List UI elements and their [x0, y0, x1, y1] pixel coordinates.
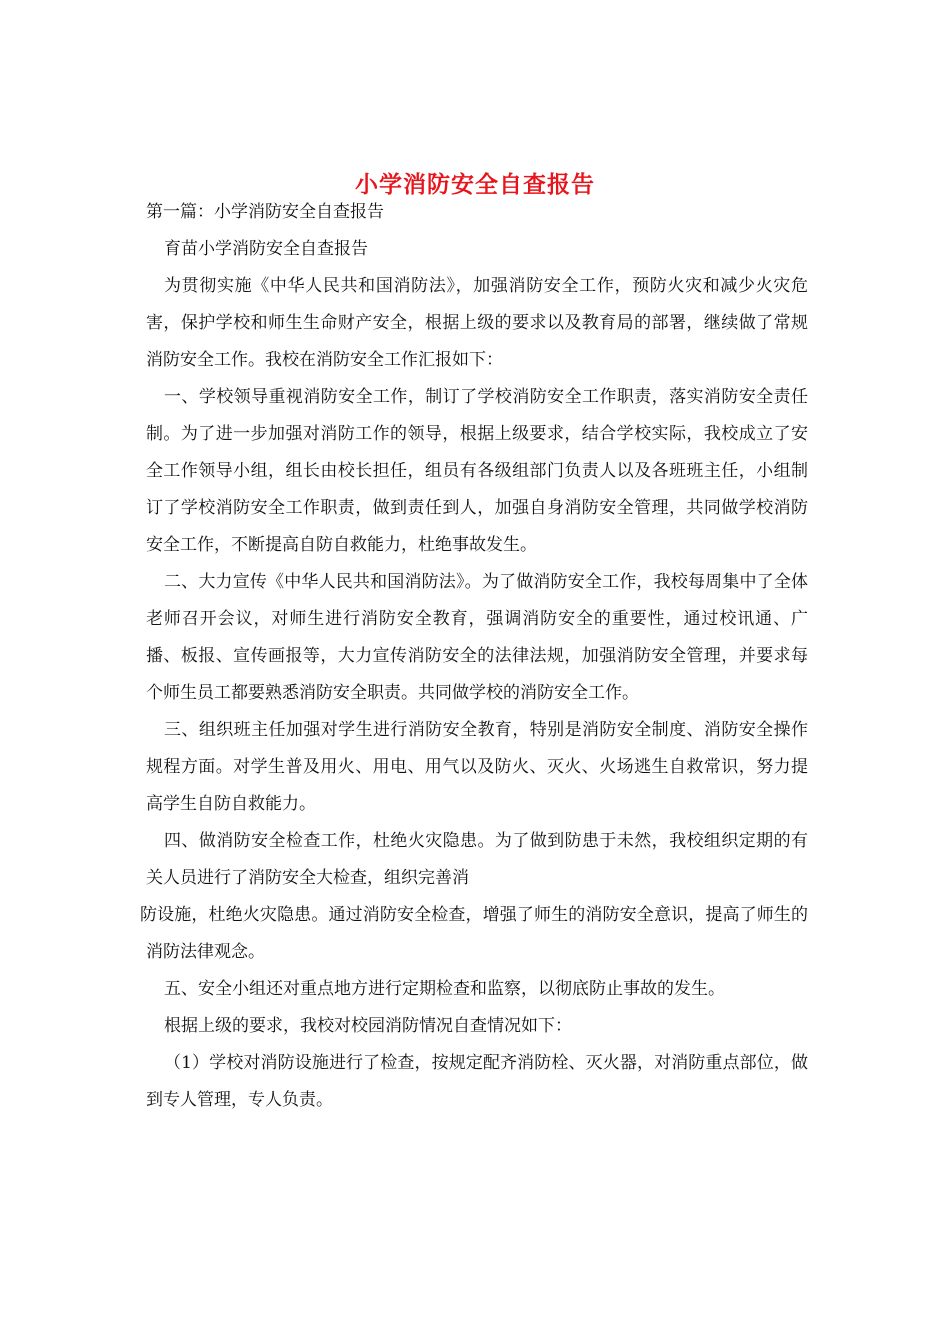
paragraph-item-3: 三、组织班主任加强对学生进行消防安全教育，特别是消防安全制度、消防安全操作规程方面。对学生普及用火、用电、用气以及防火、灭火、火场逃生自救常识，努力提高学生自防自救能力。 — [146, 720, 808, 814]
paragraph-item-4-continued: 防设施，杜绝火灾隐患。通过消防安全检查，增强了师生的消防安全意识，提高了师生的消防法律观念。 — [140, 905, 808, 962]
section-heading: 第一篇：小学消防安全自查报告 — [146, 202, 384, 222]
paragraph-item-4: 四、做消防安全检查工作，杜绝火灾隐患。为了做到防患于未然，我校组织定期的有关人员进行了消防安全大检查，组织完善消 — [146, 831, 808, 888]
paragraph-item-2: 二、大力宣传《中华人民共和国消防法》。为了做消防安全工作，我校每周集中了全体老师召开会议，对师生进行消防安全教育，强调消防安全的重要性，通过校讯通、广播、板报、宣传画报等，大力宣传消防安全的法律法规，加强消防安全管理，并要求每个师生员工都要熟悉消防安全职责。共同做学校的消防安全工作。 — [146, 572, 808, 703]
paragraph-item-5: 五、安全小组还对重点地方进行定期检查和监察，以彻底防止事故的发生。 — [164, 979, 725, 999]
paragraph-intro: 为贯彻实施《中华人民共和国消防法》，加强消防安全工作，预防火灾和减少火灾危害，保护学校和师生生命财产安全，根据上级的要求以及教育局的部署，继续做了常规消防安全工作。我校在消防安全工作汇报如下： — [146, 276, 808, 370]
document-body — [140, 194, 808, 1119]
paragraph-item-1: 一、学校领导重视消防安全工作，制订了学校消防安全工作职责，落实消防安全责任制。为了进一步加强对消防工作的领导，根据上级要求，结合学校实际，我校成立了安全工作领导小组，组长由校长担任，组员有各级组部门负责人以及各班班主任，小组制订了学校消防安全工作职责，做到责任到人，加强自身消防安全管理，共同做学校消防安全工作，不断提高自防自救能力，杜绝事故发生。 — [146, 387, 808, 555]
report-subtitle: 育苗小学消防安全自查报告 — [164, 239, 368, 259]
paragraph-self-check-intro: 根据上级的要求，我校对校园消防情况自查情况如下： — [164, 1016, 572, 1036]
paragraph-self-check-1: （1）学校对消防设施进行了检查，按规定配齐消防栓、灭火器，对消防重点部位，做到专人管理，专人负责。 — [146, 1053, 808, 1110]
document-title: 小学消防安全自查报告 — [355, 171, 595, 199]
